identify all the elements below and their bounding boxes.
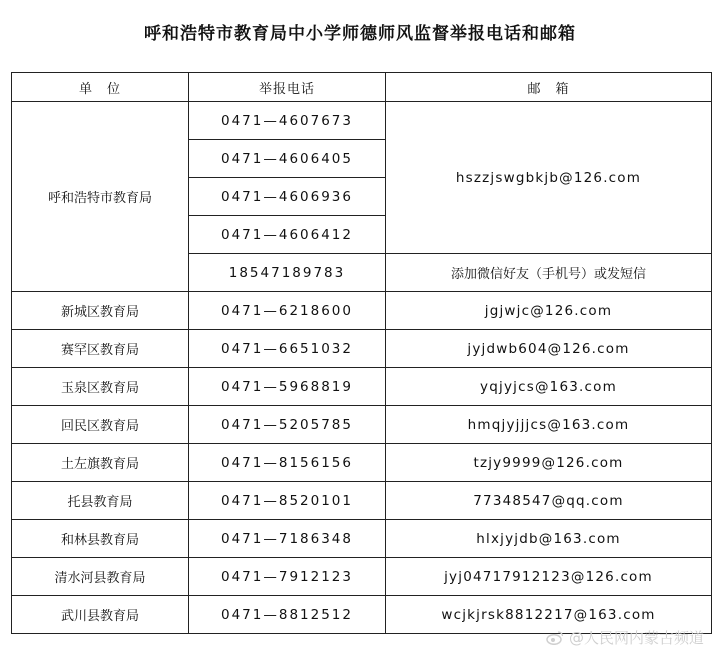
main-office-phone-1: 0471—4607673	[189, 102, 386, 140]
table-row	[12, 482, 712, 520]
header-phone: 举报电话	[189, 73, 386, 102]
table-row	[12, 102, 712, 140]
email-cell: jyj04717912123@126.com	[386, 558, 712, 596]
email-cell: yqjyjcs@163.com	[386, 368, 712, 406]
unit-cell: 清水河县教育局	[12, 558, 189, 596]
table-row	[12, 444, 712, 482]
main-office-unit: 呼和浩特市教育局	[12, 102, 189, 292]
main-office-phone-2: 0471—4606405	[189, 140, 386, 178]
unit-cell: 赛罕区教育局	[12, 330, 189, 368]
main-office-mobile-note: 添加微信好友（手机号）或发短信	[386, 254, 712, 292]
main-office-phone-3: 0471—4606936	[189, 178, 386, 216]
email-cell: hlxjyjdb@163.com	[386, 520, 712, 558]
unit-cell: 新城区教育局	[12, 292, 189, 330]
phone-cell: 0471—8156156	[189, 444, 386, 482]
table-header-row	[12, 73, 712, 102]
unit-cell: 玉泉区教育局	[12, 368, 189, 406]
phone-cell: 0471—7186348	[189, 520, 386, 558]
watermark-text: @人民网内蒙古频道	[568, 629, 704, 647]
weibo-icon	[546, 630, 564, 645]
phone-cell: 0471—6218600	[189, 292, 386, 330]
unit-cell: 土左旗教育局	[12, 444, 189, 482]
phone-cell: 0471—5968819	[189, 368, 386, 406]
watermark	[546, 627, 704, 648]
table-row	[12, 520, 712, 558]
unit-cell: 回民区教育局	[12, 406, 189, 444]
table-row	[12, 368, 712, 406]
email-cell: jgjwjc@126.com	[386, 292, 712, 330]
header-unit: 单 位	[12, 73, 189, 102]
main-office-phone-4: 0471—4606412	[189, 216, 386, 254]
phone-cell: 0471—8520101	[189, 482, 386, 520]
table-row	[12, 558, 712, 596]
email-cell: hmqjyjjjcs@163.com	[386, 406, 712, 444]
unit-cell: 托县教育局	[12, 482, 189, 520]
page-title: 呼和浩特市教育局中小学师德师风监督举报电话和邮箱	[144, 24, 576, 44]
header-email: 邮 箱	[386, 73, 712, 102]
unit-cell: 武川县教育局	[12, 596, 189, 634]
phone-cell: 0471—6651032	[189, 330, 386, 368]
table-row	[12, 330, 712, 368]
table-row	[12, 292, 712, 330]
unit-cell: 和林县教育局	[12, 520, 189, 558]
table-row	[12, 406, 712, 444]
phone-cell: 0471—8812512	[189, 596, 386, 634]
report-contact-table	[11, 72, 712, 634]
email-cell: jyjdwb604@126.com	[386, 330, 712, 368]
phone-cell: 0471—7912123	[189, 558, 386, 596]
email-cell: wcjkjrsk8812217@163.com	[386, 596, 712, 634]
email-cell: tzjy9999@126.com	[386, 444, 712, 482]
main-office-mobile: 18547189783	[189, 254, 386, 292]
email-cell: 77348547@qq.com	[386, 482, 712, 520]
phone-cell: 0471—5205785	[189, 406, 386, 444]
main-office-email: hszzjswgbkjb@126.com	[386, 102, 712, 254]
